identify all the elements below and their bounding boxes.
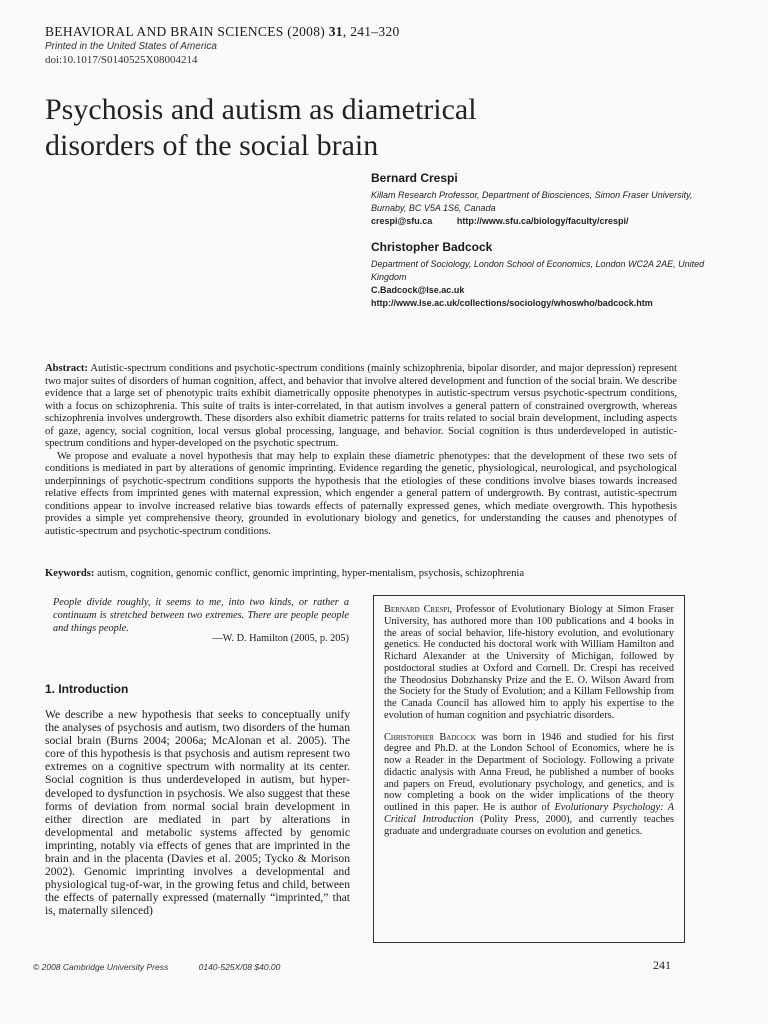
paper-title: Psychosis and autism as diametrical disorders of the social brain [45,93,477,162]
author-affiliation: Killam Research Professor, Department of Biosciences, Simon Fraser University, Burnaby, BC V5A 1S6, Canada [371,190,693,213]
author-name: Christopher Badcock [371,240,493,254]
abstract-text-1: Autistic-spectrum conditions and psychotic-spectrum conditions (mainly schizophrenia, bipolar disorder, and major depression) represent two major suites of disorders of human cognition, affect, and behavior that involve altered development and function of the social brain. We describe evidence that a large set of phenotypic traits exhibit diametrically opposite phenotypes in autistic-spectrum versus psychotic-spectrum conditions, with a focus on schizophrenia. This suite of traits is inter-correlated, in that autism involves a general pattern of constrained overgrowth, whereas schizophrenia involves undergrowth. These disorders also exhibit diametric patterns for traits related to social brain development, including aspects of gaze, agency, social cognition, local versus global processing, language, and behavior. Social cognition is thus underdeveloped in autistic-spectrum conditions and hyper-developed on the psychotic spectrum. [45,363,677,449]
journal-pages: , 241–320 [342,24,400,39]
author-contact [371,215,721,228]
bio-text: (Polity Press, 2000), and currently teaches graduate and undergraduate courses on evolution and genetics. [384,813,674,837]
copyright-text: © 2008 Cambridge University Press [33,962,169,972]
journal-header [45,24,400,40]
author-email[interactable]: C.Badcock@lse.ac.uk [371,285,465,295]
introduction-text: We describe a new hypothesis that seeks to conceptually unify the analyses of psychosis and autism, two disorders of the human social brain (Burns 2004; 2006a; McAlonan et al. 2005). The core of this hypothesis is that psychosis and autism represent two extremes on a cognitive spectrum with normality at its center. Social cognition is thus underdeveloped in autism, but hyper-developed to dysfunction in psychosis. We also suggest that these forms of deviation from normal social brain development in either direction are mediated in part by alterations in developmental and metabolic systems affected by genomic imprinting, notably via effects of genes that are imprinted in the brain and in the placenta (Davies et al. 2005; Tycko & Morison 2002). Genomic imprinting involves a developmental and physiological tug-of-war, in the growing fetus and child, between the effects of paternally expressed (maternally “imprinted,” that is, maternally silenced) [45,708,350,918]
abstract-paragraph-2: We propose and evaluate a novel hypothesis that may help to explain these diametric phenotypes: that the development of these two sets of conditions is mediated in part by alterations of genomic imprinting. Evidence regarding the genetic, physiological, neurological, and psychological underpinnings of psychotic-spectrum conditions supports the hypothesis that the etiologies of these conditions involve biases towards increased relative effects from imprinted genes with maternal expression, which engender a general pattern of undergrowth. By contrast, autistic-spectrum conditions appear to involve increased relative bias towards effects of paternally expressed genes, which mediate overgrowth. This hypothesis provides a simple yet comprehensive theory, grounded in evolutionary biology and genetics, for understanding the causes and phenotypes of autistic-spectrum and psychotic-spectrum conditions. [45,450,677,537]
author-affiliation: Department of Sociology, London School of Economics, London WC2A 2AE, United Kingdom [371,259,705,282]
bio-book-title: Evolutionary Psychology: A Critical Introduction [384,802,675,825]
author-name: Bernard Crespi [371,171,458,185]
author-bio-box [373,595,685,943]
bio-crespi [384,604,674,722]
abstract [45,363,677,538]
author-badcock [371,240,721,310]
bio-name: Bernard Crespi [384,604,450,615]
footer-copyright [33,962,280,972]
abstract-label: Abstract: [45,363,88,374]
printed-note: Printed in the United States of America [45,41,217,52]
author-list [371,171,721,310]
abstract-paragraph-1 [45,363,677,451]
keywords-label: Keywords: [45,568,95,579]
author-crespi [371,171,721,228]
bio-text: , Professor of Evolutionary Biology at Simon Fraser University, has authored more than 100 publications and 4 books in the areas of social behavior, life-history evolution, and evolutionary genetics. He conducted his doctoral work with William Hamilton and Richard Alexander at the University of Michigan, followed by postdoctoral studies at Oxford and Cornell. Dr. Crespi has received the Theodosius Dobzhansky Prize and the E. O. Wilson Award from the Society for the Study of Evolution; and a Killam Fellowship from the Canada Council has allowed him to apply his expertise to the evolution of human cognition and psychiatric disorders. [384,604,674,721]
keywords-text: autism, cognition, genomic conflict, genomic imprinting, hyper-mentalism, psychosis, schizophrenia [97,568,525,579]
bio-badcock [384,732,674,838]
epigraph-quote: People divide roughly, it seems to me, into two kinds, or rather a continuum is stretched between two extremes. There are people people and things people. [53,597,349,634]
issn-price: 0140-525X/08 $40.00 [198,962,281,972]
author-url[interactable]: http://www.sfu.ca/biology/faculty/crespi/ [456,216,629,226]
epigraph-attribution: —W. D. Hamilton (2005, p. 205) [212,633,349,644]
section-heading-introduction: 1. Introduction [45,682,129,696]
page-number: 241 [653,958,671,972]
doi: doi:10.1017/S0140525X08004214 [45,54,198,66]
keywords [45,568,685,579]
bio-text: was born in 1946 and studied for his first degree and Ph.D. at the London School of Economics, where he is now a Reader in the Department of Sociology. Following a private didactic analysis with Anna Freud, he published a number of books and papers on Freud, evolutionary psychology, and genetics, and is now completing a book on the wider implications of the theory outlined in this paper. He is author of [384,731,674,813]
author-email[interactable]: crespi@sfu.ca [371,216,433,226]
journal-name: BEHAVIORAL AND BRAIN SCIENCES (2008) [45,24,326,39]
bio-name: Christopher Badcock [384,731,476,743]
author-url[interactable]: http://www.lse.ac.uk/collections/sociology/whoswho/badcock.htm [371,298,653,308]
journal-volume: 31 [328,24,343,39]
